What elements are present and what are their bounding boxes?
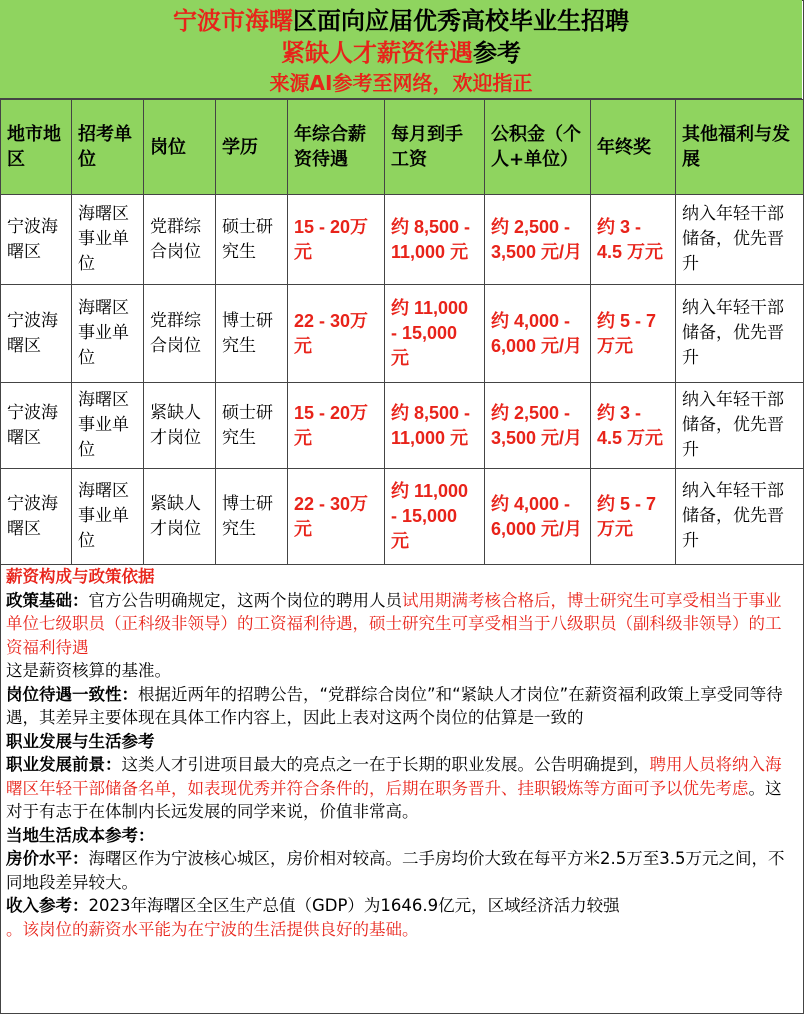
section-heading-career: 职业发展与生活参考 xyxy=(6,731,155,751)
table-header-row xyxy=(1,100,804,195)
cell-year-end-bonus: 约 5 - 7 万元 xyxy=(591,469,676,565)
income-text: 2023年海曙区全区生产总值（GDP）为1646.9亿元，区域经济活力较强 xyxy=(88,896,620,915)
policy-basis-note: 这是薪资核算的基准。 xyxy=(6,661,171,680)
cell-monthly-pay: 约 8,500 - 11,000 元 xyxy=(385,383,485,469)
cell-unit: 海曙区事业单位 xyxy=(72,469,144,565)
cell-monthly-pay: 约 11,000 - 15,000 元 xyxy=(385,469,485,565)
policy-basis-highlight: 试用期满考核合格后，博士研究生可享受相当于事业单位七级职员（正科级非领导）的工资福利待遇，硕士研究生可享受相当于八级职员（副科级非领导）的工资福利待遇 xyxy=(6,590,782,657)
column-header: 年终奖 xyxy=(591,100,676,195)
title-location: 宁波市海曙 xyxy=(173,7,293,35)
policy-basis-text: 官方公告明确规定，这两个岗位的聘用人员 xyxy=(88,590,402,610)
title-highlight: 紧缺人才薪资待遇 xyxy=(281,39,473,67)
column-header: 年综合薪资待遇 xyxy=(288,100,385,195)
title-rest: 区面向应届优秀高校毕业生招聘 xyxy=(293,7,629,35)
title-suffix: 参考 xyxy=(473,39,521,67)
cell-unit: 海曙区事业单位 xyxy=(72,285,144,383)
career-paragraph xyxy=(6,753,796,824)
cell-position: 紧缺人才岗位 xyxy=(144,383,216,469)
title-line-1 xyxy=(0,6,802,36)
column-header: 地市地区 xyxy=(1,100,72,195)
cell-annual-salary: 22 - 30万元 xyxy=(288,285,385,383)
consistency-paragraph xyxy=(6,683,796,730)
column-header: 岗位 xyxy=(144,100,216,195)
cell-year-end-bonus: 约 5 - 7 万元 xyxy=(591,285,676,383)
table-row xyxy=(1,195,804,285)
housing-paragraph xyxy=(6,847,796,894)
section-heading-living-cost: 当地生活成本参考： xyxy=(6,825,155,845)
cell-region: 宁波海曙区 xyxy=(1,285,72,383)
cell-benefits: 纳入年轻干部储备，优先晋升 xyxy=(676,383,804,469)
section-heading-salary: 薪资构成与政策依据 xyxy=(6,567,155,586)
cell-housing-fund: 约 2,500 - 3,500 元/月 xyxy=(485,195,591,285)
cell-position: 党群综合岗位 xyxy=(144,285,216,383)
policy-basis-paragraph xyxy=(6,589,796,660)
cell-region: 宁波海曙区 xyxy=(1,469,72,565)
column-header: 每月到手工资 xyxy=(385,100,485,195)
consistency-text: 根据近两年的招聘公告，“党群综合岗位”和“紧缺人才岗位”在薪资福利政策上享受同等待遇，其差异主要体现在具体工作内容上，因此上表对这两个岗位的估算是一致的 xyxy=(6,684,783,727)
cell-position: 紧缺人才岗位 xyxy=(144,469,216,565)
column-header: 其他福利与发展 xyxy=(676,100,804,195)
cell-degree: 硕士研究生 xyxy=(216,195,288,285)
page-header xyxy=(0,0,802,99)
cell-region: 宁波海曙区 xyxy=(1,383,72,469)
cell-unit: 海曙区事业单位 xyxy=(72,195,144,285)
cell-monthly-pay: 约 8,500 - 11,000 元 xyxy=(385,195,485,285)
cell-monthly-pay: 约 11,000 - 15,000 元 xyxy=(385,285,485,383)
column-header: 学历 xyxy=(216,100,288,195)
policy-basis-label: 政策基础： xyxy=(6,590,89,610)
cell-degree: 硕士研究生 xyxy=(216,383,288,469)
salary-table xyxy=(0,99,804,565)
table-row xyxy=(1,469,804,565)
cell-annual-salary: 22 - 30万元 xyxy=(288,469,385,565)
income-paragraph xyxy=(6,894,796,918)
cell-housing-fund: 约 2,500 - 3,500 元/月 xyxy=(485,383,591,469)
title-line-2 xyxy=(0,38,802,68)
cell-degree: 博士研究生 xyxy=(216,285,288,383)
career-text: 这类人才引进项目最大的亮点之一在于长期的职业发展。公告明确提到， xyxy=(121,755,650,774)
source-note: 来源AI参考至网络，欢迎指正 xyxy=(269,71,533,95)
career-text-end: 。这对于有志于在体制内长远发展的同学来说，价值非常高。 xyxy=(6,778,782,821)
cell-annual-salary: 15 - 20万元 xyxy=(288,195,385,285)
cell-unit: 海曙区事业单位 xyxy=(72,383,144,469)
cell-benefits: 纳入年轻干部储备，优先晋升 xyxy=(676,195,804,285)
notes-section xyxy=(6,565,796,941)
housing-label: 房价水平： xyxy=(6,849,89,868)
income-highlight: 。该岗位的薪资水平能为在宁波的生活提供良好的基础。 xyxy=(6,919,419,939)
column-header: 招考单位 xyxy=(72,100,144,195)
cell-year-end-bonus: 约 3 - 4.5 万元 xyxy=(591,195,676,285)
cell-benefits: 纳入年轻干部储备，优先晋升 xyxy=(676,285,804,383)
table-row xyxy=(1,383,804,469)
housing-text: 海曙区作为宁波核心城区，房价相对较高。二手房均价大致在每平方米2.5万至3.5万元之间，不同地段差异较大。 xyxy=(6,849,785,892)
career-label: 职业发展前景： xyxy=(6,755,122,774)
cell-benefits: 纳入年轻干部储备，优先晋升 xyxy=(676,469,804,565)
cell-region: 宁波海曙区 xyxy=(1,195,72,285)
cell-position: 党群综合岗位 xyxy=(144,195,216,285)
cell-year-end-bonus: 约 3 - 4.5 万元 xyxy=(591,383,676,469)
table-row xyxy=(1,285,804,383)
column-header: 公积金（个人+单位） xyxy=(485,100,591,195)
cell-housing-fund: 约 4,000 - 6,000 元/月 xyxy=(485,469,591,565)
cell-housing-fund: 约 4,000 - 6,000 元/月 xyxy=(485,285,591,383)
cell-degree: 博士研究生 xyxy=(216,469,288,565)
career-highlight: 聘用人员将纳入海曙区年轻干部储备名单，如表现优秀并符合条件的，后期在职务晋升、挂职锻炼等方面可予以优先考虑 xyxy=(6,755,782,798)
cell-annual-salary: 15 - 20万元 xyxy=(288,383,385,469)
income-label: 收入参考： xyxy=(6,896,89,915)
consistency-label: 岗位待遇一致性： xyxy=(6,684,138,704)
